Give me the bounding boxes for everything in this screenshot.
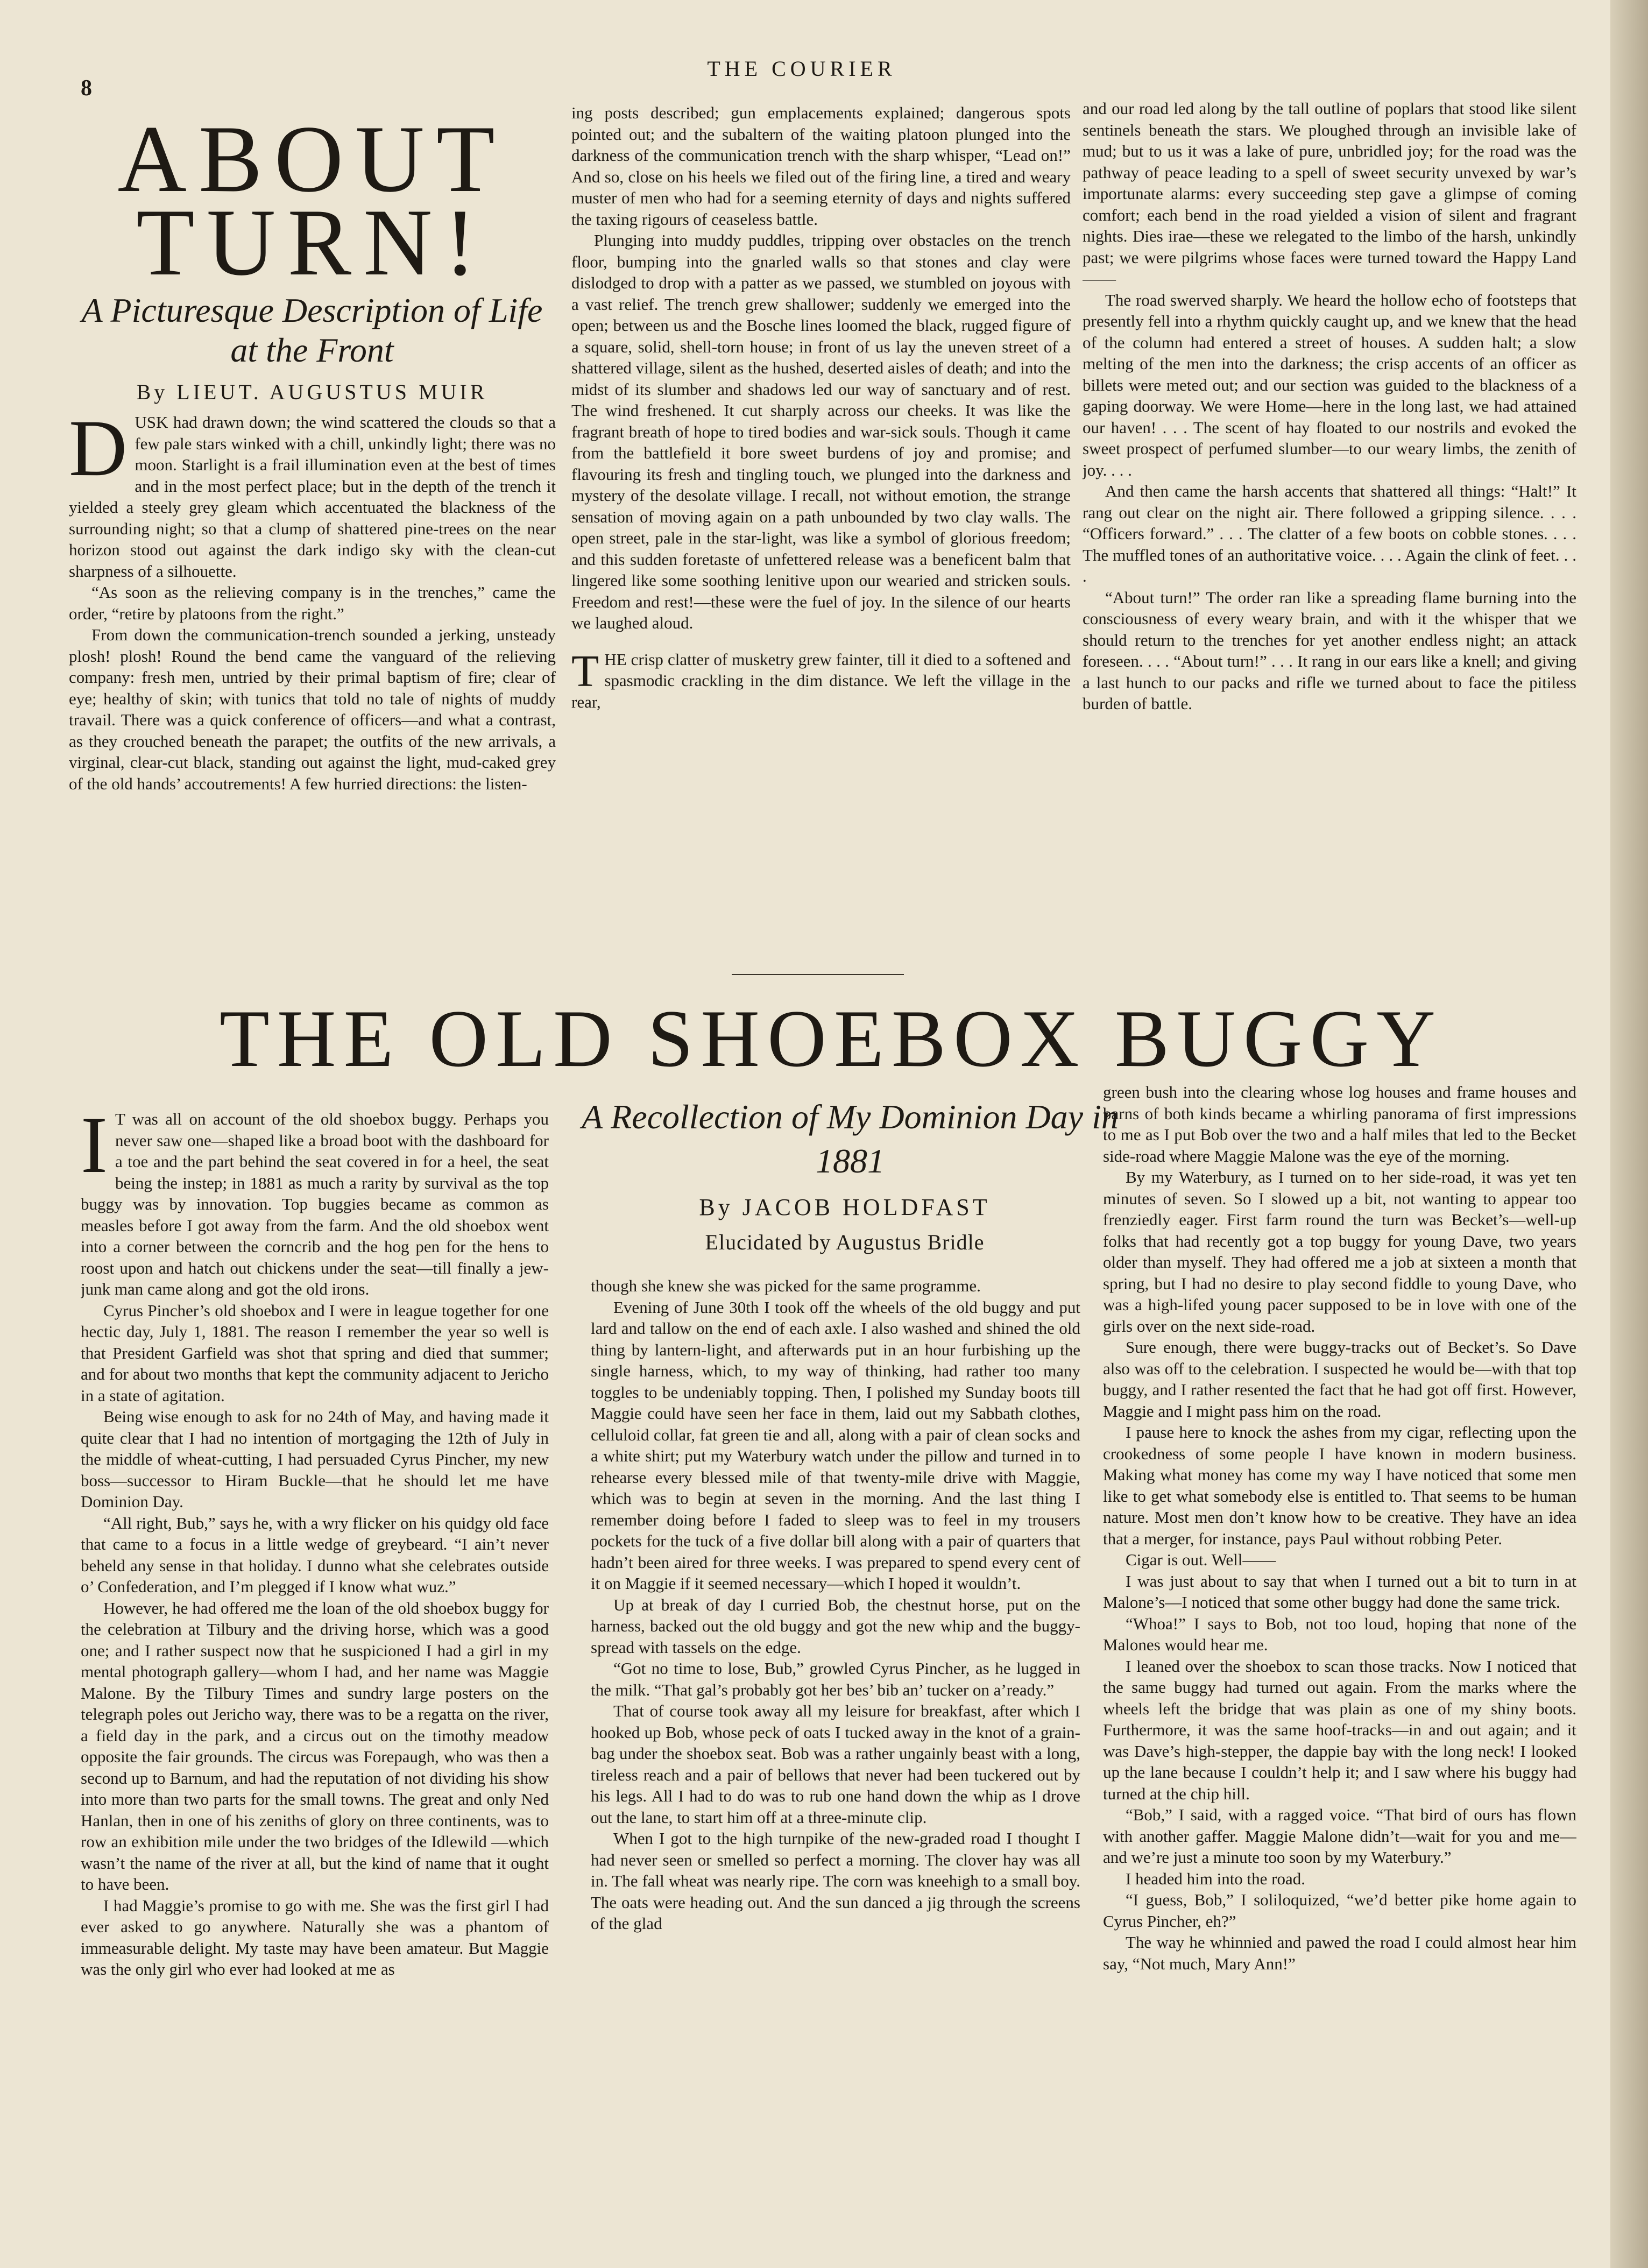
article1-subtitle: A Picturesque Description of Life at the Front	[81, 291, 543, 369]
article1-column-3	[1083, 98, 1576, 932]
article1-paragraph: and our road led along by the tall outline of poplars that stood like silent sentinels beneath the stars. We ploughed through an invisible lake of mud; but to us it was a lake of pure, unbridled joy; for the road was the pathway of peace leading to a spell of sweet security unvexed by war’s importunate alarms: every succeeding step gave a glimpse of coming comfort; each bend in the road yielded a vision of silent and fragrant nights. Dies irae—these we relegated to the limbo of the harsh, unkindly past; we were pilgrims whose faces were turned toward the Happy Land——	[1083, 99, 1576, 288]
article2-column-1	[81, 1108, 549, 2260]
article2-column-2	[591, 1275, 1080, 2260]
article2-paragraph: By my Waterbury, as I turned on to her side-road, it was yet ten minutes of seven. So I slowed up a bit, not wanting to appear too frenziedly eager. First farm round the turn was Becket’s—well-up folks that had recently got a top buggy for young Dave, two years older than myself. They had offered me a job at sixteen a month that spring, but I had no desire to play second fiddle to young Dave, who was a high-lifed young pacer supposed to be in love with one of the girls over on the next side-road.	[1103, 1168, 1576, 1336]
article2-paragraph: Sure enough, there were buggy-tracks out of Becket’s. So Dave also was off to the celebration. I suspected he would be—with that top buggy, and I rather resented the fact that he had got off first. However, Maggie and I might pass him on the road.	[1103, 1338, 1576, 1421]
article1-column-2	[571, 102, 1071, 942]
article1-paragraph: The road swerved sharply. We heard the hollow echo of footsteps that presently fell into a rhythm quickly caught up, and we knew that the head of the column had entered a street of houses. A sudden halt; a slow melting of the men into the darkness; the crisp accents of an officer as billets were meted out; and our section was guided to the blackness of a gaping doorway. We were Home—here in the long last, we had attained our haven! . . . The scent of hay floated to our nostrils and evoked the sweet prospect of perfumed slumber—to our weary limbs, the zenith of joy. . . .	[1083, 290, 1576, 479]
article1-paragraph: From down the communication-trench sounded a jerking, unsteady plosh! plosh! Round the bend came the vanguard of the relieving company: fresh men, untried by their primal baptism of fire; clear of eye; healthy of skin; with tunics that told no tale of nights of muddy travail. There was a quick conference of officers—and what a contrast, as they crouched beneath the parapet; the outfits of the new arrivals, a virginal, clear-cut black, standing out against the light, mud-caked grey of the old hands’ accoutrements! A few hurried directions: the listen-	[69, 625, 556, 793]
article2-paragraph: I leaned over the shoebox to scan those tracks. Now I noticed that the same buggy had turned out again. From the marks where the wheels left the bridge that was plain as one of my shiny boots. Furthermore, it was the same hoof-tracks—in and out again; and it was Dave’s high-stepper, the dappie bay with the long neck! I looked up the lane because I couldn’t help it; and I saw where his buggy had turned at the chip hill.	[1103, 1656, 1576, 1803]
article2-drop-cap: I	[81, 1108, 108, 1190]
article2-paragraph: “Bob,” I said, with a ragged voice. “That bird of ours has flown with another gaffer. Maggie Malone didn’t—wait for you and me—and we’re just a minute too soon by my Waterbury.”	[1103, 1805, 1576, 1867]
article2-paragraph: green bush into the clearing whose log houses and frame houses and barns of both kinds became a whirling panorama of first impressions to me as I put Bob over the two and a half miles that led to the Becket side-road where Maggie Malone was the eye of the morning.	[1103, 1083, 1576, 1165]
article2-paragraph: However, he had offered me the loan of the old shoebox buggy for the celebration at Tilbury and the driving horse, which was a good one; and I rather suspect now that he suspicioned I had a girl in my mental photograph gallery—whom I had, and her name was Maggie Malone. By the Tilbury Times and sundry large posters on the telegraph poles out Jericho way, there was to be a regatta on the river, a field day in the park, and a circus out on the timothy meadow opposite the fair grounds. The circus was Forepaugh, who was then a second up to Barnum, and had the reputation of not dividing his show into more than two parts for the small towns. The great and only Ned Hanlan, then in one of his zeniths of glory on three continents, was to row an exhibition mile under the two bridges of the Idlewild —which wasn’t the name of the river at all, but the kind of name that it ought to have been.	[81, 1598, 549, 1893]
article2-paragraph: Up at break of day I curried Bob, the chestnut horse, put on the harness, backed out the old buggy and got the new whip and the buggy-spread with tassels on the edge.	[591, 1595, 1080, 1657]
article2-column-3	[1103, 1082, 1576, 2260]
article2-paragraph: T was all on account of the old shoebox buggy. Perhaps you never saw one—shaped like a broad boot with the dashboard for a toe and the part behind the seat covered in for a heel, the seat being the instep; in 1881 as much a rarity by survival as the top buggy was by innovation. Top buggies became as common as measles before I got away from the farm. And the old shoebox went into a corner between the corncrib and the hog pen for the hens to roost upon and hatch out chickens under the seat—till finally a jew-junk man came along and got the old irons.	[81, 1110, 549, 1298]
article2-paragraph: That of course took away all my leisure for breakfast, after which I hooked up Bob, whose peck of oats I tucked away in the knot of a grain-bag under the shoebox seat. Bob was a rather ungainly beast with a long, tireless reach and a pair of bellows that never had been tuckered out by his legs. All I had to do was to rub one hand down the whip as I drove out the lane, to start him off at a three-minute clip.	[591, 1701, 1080, 1827]
article2-paragraph: I headed him into the road.	[1126, 1869, 1306, 1888]
article2-paragraph: I had Maggie’s promise to go with me. She was the first girl I had ever asked to go anywhere. Naturally she was a phantom of immeasurable delight. My taste may have been amateur. But Maggie was the only girl who ever had looked at me as	[81, 1896, 549, 1979]
article2-paragraph: When I got to the high turnpike of the new-graded road I thought I had never seen or smelled so perfect a morning. The clover hay was all in. The fall wheat was nearly ripe. The corn was kneehigh to a small boy. The oats were heading out. And the sun danced a jig through the screens of the glad	[591, 1829, 1080, 1933]
article2-paragraph: Evening of June 30th I took off the wheels of the old buggy and put lard and tallow on the end of each axle. I also washed and shined the old thing by lantern-light, and afterwards put in an hour furbishing up the single harness, which, to my way of thinking, had rather too many toggles to be undeniably topping. Then, I polished my Sunday boots till Maggie could have seen her face in them, laid out my Sabbath clothes, celluloid collar, fat green tie and all, along with a pair of clean socks and a white shirt; put my Waterbury watch under the pillow and turned in to rehearse every blessed mile of that twenty-mile drive with Maggie, which was to begin at seven in the morning. And the last thing I remember doing before I faded to sleep was to feel in my trousers pockets for the tuck of a five dollar bill along with a pair of quarters that hadn’t been aired for three weeks. I was prepared to spend every cent of it on Maggie if it seemed necessary—which I hoped it wouldn’t.	[591, 1297, 1080, 1593]
article1-paragraph: “About turn!” The order ran like a spreading flame burning into the consciousness of every weary brain, and with it the whisper that we should return to the trenches for yet another endless night; an attack foreseen. . . . “About turn!” . . . It rang in our ears like a knell; and giving a last hunch to our packs and rifle we turned about to face the pitiless burden of battle.	[1083, 588, 1576, 713]
article2-paragraph: “I guess, Bob,” I soliloquized, “we’d better pike home again to Cyrus Pincher, eh?”	[1103, 1890, 1576, 1931]
article2-paragraph: “Whoa!” I says to Bob, not too loud, hoping that none of the Malones would hear me.	[1103, 1614, 1576, 1654]
article2-paragraph: “All right, Bub,” says he, with a wry flicker on his quidgy old face that came to a focus in a little wedge of greybeard. “I ain’t never beheld any sense in that holiday. I dunno what she celebrates outside o’ Confederation, and I’m plegged if I know what wuz.”	[81, 1513, 549, 1596]
section-divider	[732, 974, 904, 975]
article2-byline: By JACOB HOLDFAST	[699, 1194, 991, 1220]
page-edge-shadow	[1610, 0, 1648, 2268]
article2-paragraph: “Got no time to lose, Bub,” growled Cyrus Pincher, as he lugged in the milk. “That gal’s probably got her bes’ bib an’ tucker on a’ready.”	[591, 1659, 1080, 1699]
article1-title-line2: TURN!	[136, 189, 488, 295]
article2-paragraph: though she knew she was picked for the same programme.	[591, 1276, 981, 1295]
article2-paragraph: Cyrus Pincher’s old shoebox and I were in league together for one hectic day, July 1, 1881. The reason I remember the year so well is that President Garfield was shot that spring and died that summer; and for about two months that kept the community adjacent to Jericho in a state of agitation.	[81, 1301, 549, 1405]
article1-paragraph: ing posts described; gun emplacements explained; dangerous spots pointed out; and the subaltern of the waiting platoon plunged into the darkness of the communication trench with the sharp whisper, “Lead on!” And so, close on his heels we filed out of the firing line, a tired and weary muster of men who had for a seeming eternity of days and nights suffered the taxing rigours of ceaseless battle.	[571, 103, 1071, 229]
article1-paragraph: HE crisp clatter of musketry grew fainter, till it died to a softened and spasmodic crackling in the dim distance. We left the village in the rear,	[571, 649, 1071, 711]
article1-paragraph: Plunging into muddy puddles, tripping over obstacles on the trench floor, bumping into the gnarled walls so that stones and clay were dislodged to drop with a patter as we passed, we stumbled on joyous with a vast relief. The trench grew shallower; suddenly we emerged into the open; between us and the Bosche lines loomed the black, rugged figure of a square, solid, shell-torn house; in front of us lay the uneven street of a shattered village, silent as the hushed, deserted aisles of death; and into the midst of its slumber and shadows led our way of sanctuary and of rest. The wind freshened. It cut sharply across our cheeks. It was like the fragrant breath of hope to tired bodies and war-sick souls. Though it came from the battlefield it bore sweet burdens of joy and promise; and flavouring its fresh and tingling touch, we plunged into the darkness and mystery of the desolate village. I recall, not without emotion, the strange sensation of moving again on a path unbounded by two clay walls. The open street, pale in the star-light, was like a symbol of glorious freedom; and this sudden foretaste of unfettered release was a beneficent balm that lingered like some soothing lenitive upon our wearied and stricken souls. Freedom and rest!—these were the fuel of joy. In the silence of our hearts we laughed aloud.	[571, 231, 1071, 632]
article2-paragraph: Being wise enough to ask for no 24th of May, and having made it quite clear that I had no intention of mortgaging the 12th of July in the middle of wheat-cutting, I had persuaded Cyrus Pincher, my new boss—successor to Hiram Buckle—that he should let me have Dominion Day.	[81, 1407, 549, 1511]
page-number: 8	[81, 76, 92, 101]
article1-byline: By LIEUT. AUGUSTUS MUIR	[136, 380, 488, 404]
article1-title-line1: ABOUT	[117, 105, 507, 212]
running-header: THE COURIER	[707, 56, 896, 81]
article1-drop-cap: D	[69, 412, 128, 493]
article2-paragraph: I was just about to say that when I turned out a bit to turn in at Malone’s—I noticed that some other buggy had done the same trick.	[1103, 1571, 1576, 1612]
article1-paragraph: “As soon as the relieving company is in the trenches,” came the order, “retire by platoons from the right.”	[69, 583, 556, 623]
article2-elucidated-by: Elucidated by Augustus Bridle	[705, 1230, 985, 1254]
article2-paragraph: I pause here to knock the ashes from my cigar, reflecting upon the crookedness of some people I have known in modern business. Making what money has come my way I have noticed that some men like to get what somebody else is entitled to. That seems to be human nature. Most men don’t know how to be creative. They have an idea that a merger, for instance, pays Paul without robbing Peter.	[1103, 1423, 1576, 1548]
article1-paragraph: And then came the harsh accents that shattered all things: “Halt!” It rang out clear on the night air. There followed a gripping silence. . . . “Officers forward.” . . . The clatter of a few boots on cobble stones. . . . The muffled tones of an authoritative voice. . . . Again the clink of feet. . . .	[1083, 482, 1576, 585]
article1-paragraph: USK had drawn down; the wind scattered the clouds so that a few pale stars winked with a chill, unkindly light; there was no moon. Starlight is a frail illumination even at the best of times and in the most perfect place; but in the depth of the trench it yielded a steely grey gleam which accentuated the blackness of the surrounding night; so that a clump of shattered pine-trees on the near horizon stood out against the dark indigo sky with the clean-cut sharpness of a silhouette.	[69, 413, 556, 581]
article2-title: THE OLD SHOEBOX BUGGY	[219, 993, 1444, 1084]
article1-column-1	[69, 412, 556, 971]
article2-subtitle: A Recollection of My Dominion Day in 1881	[582, 1098, 1119, 1180]
article1-drop-cap-2: T	[571, 646, 599, 696]
article2-paragraph: Cigar is out. Well——	[1126, 1550, 1276, 1569]
article2-paragraph: The way he whinnied and pawed the road I could almost hear him say, “Not much, Mary Ann!”	[1103, 1933, 1576, 1973]
